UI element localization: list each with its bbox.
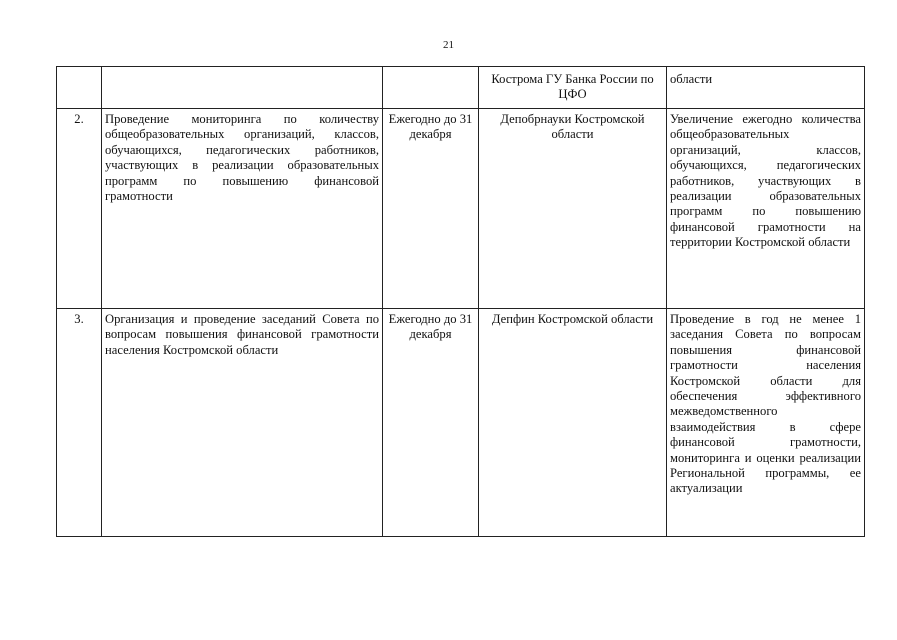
term-cell: Ежегодно до 31 декабря xyxy=(383,109,479,309)
row-number: 3. xyxy=(57,309,102,537)
responsible-cell: Кострома ГУ Банка России по ЦФО xyxy=(479,67,667,109)
row-number xyxy=(57,67,102,109)
table-row xyxy=(57,109,865,309)
term-cell: Ежегодно до 31 декабря xyxy=(383,309,479,537)
table-row xyxy=(57,67,865,109)
activity-cell: Проведение мониторинга по количеству общеобразовательных организаций, классов, обучающихся, педагогических работников, участвующих в реализации образовательных программ по повышению финансовой грамотности xyxy=(102,109,383,309)
result-cell: Проведение в год не менее 1 заседания Совета по вопросам повышения финансовой грамотности населения Костромской области для обеспечения эффективного межведомственного взаимодействия в сфере финансовой грамотности, мониторинга и оценки реализации Региональной программы, ее актуализации xyxy=(667,309,865,537)
table-row xyxy=(57,309,865,537)
page-number: 21 xyxy=(443,39,454,51)
result-cell: области xyxy=(667,67,865,109)
activity-cell xyxy=(102,67,383,109)
row-number: 2. xyxy=(57,109,102,309)
activity-cell: Организация и проведение заседаний Совета по вопросам повышения финансовой грамотности населения Костромской области xyxy=(102,309,383,537)
plan-table xyxy=(56,66,865,537)
responsible-cell: Депфин Костромской области xyxy=(479,309,667,537)
responsible-cell: Депобрнауки Костромской области xyxy=(479,109,667,309)
term-cell xyxy=(383,67,479,109)
result-cell: Увеличение ежегодно количества общеобразовательных организаций, классов, обучающихся, педагогических работников, участвующих в реализации образовательных программ по повышению финансовой грамотности на территории Костромской области xyxy=(667,109,865,309)
